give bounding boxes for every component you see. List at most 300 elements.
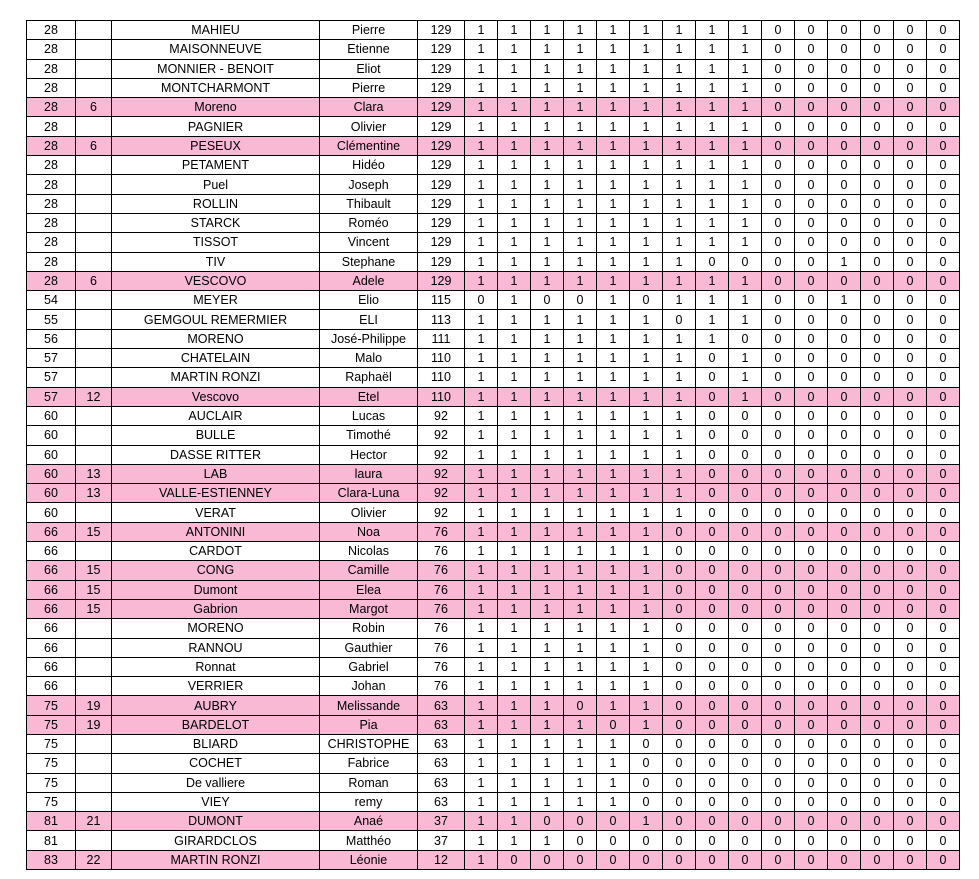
score-cell: 0 xyxy=(762,291,795,310)
points-cell: 129 xyxy=(418,117,465,136)
last-name-cell: MORENO xyxy=(112,329,320,348)
score-cell: 0 xyxy=(762,406,795,425)
score-cell: 0 xyxy=(927,40,960,59)
score-cell: 1 xyxy=(465,175,498,194)
score-cell: 1 xyxy=(465,734,498,753)
first-name-cell: Joseph xyxy=(320,175,418,194)
rank-cell: 75 xyxy=(27,773,76,792)
score-cell: 0 xyxy=(795,310,828,329)
rank-cell: 75 xyxy=(27,715,76,734)
table-body xyxy=(27,21,960,870)
score-cell: 1 xyxy=(729,136,762,155)
score-cell: 0 xyxy=(795,329,828,348)
score-cell: 0 xyxy=(795,657,828,676)
score-cell: 0 xyxy=(795,542,828,561)
score-cell: 1 xyxy=(729,310,762,329)
score-cell: 1 xyxy=(696,175,729,194)
score-cell: 1 xyxy=(564,619,597,638)
score-cell: 1 xyxy=(597,464,630,483)
score-cell: 0 xyxy=(828,349,861,368)
score-cell: 1 xyxy=(498,78,531,97)
score-cell: 0 xyxy=(729,754,762,773)
score-cell: 0 xyxy=(795,792,828,811)
last-name-cell: LAB xyxy=(112,464,320,483)
score-cell: 0 xyxy=(729,561,762,580)
score-cell: 0 xyxy=(762,580,795,599)
score-cell: 0 xyxy=(795,464,828,483)
score-cell: 1 xyxy=(630,156,663,175)
score-cell: 1 xyxy=(465,387,498,406)
score-cell: 0 xyxy=(729,850,762,869)
table-row xyxy=(27,271,960,290)
score-cell: 1 xyxy=(564,773,597,792)
score-cell: 0 xyxy=(795,21,828,40)
score-cell: 1 xyxy=(597,310,630,329)
score-cell: 1 xyxy=(564,156,597,175)
score-cell: 1 xyxy=(630,21,663,40)
score-cell: 1 xyxy=(531,734,564,753)
rank-cell: 66 xyxy=(27,542,76,561)
score-cell: 0 xyxy=(828,542,861,561)
score-cell: 0 xyxy=(828,98,861,117)
score-cell: 0 xyxy=(597,812,630,831)
score-cell: 0 xyxy=(795,696,828,715)
score-cell: 0 xyxy=(927,580,960,599)
score-cell: 1 xyxy=(465,599,498,618)
category-rank-cell: 13 xyxy=(76,464,112,483)
score-cell: 0 xyxy=(828,464,861,483)
score-cell: 0 xyxy=(795,349,828,368)
score-cell: 0 xyxy=(795,40,828,59)
score-cell: 1 xyxy=(465,580,498,599)
rank-cell: 66 xyxy=(27,599,76,618)
points-cell: 129 xyxy=(418,59,465,78)
score-cell: 0 xyxy=(762,715,795,734)
score-cell: 1 xyxy=(696,40,729,59)
table-row xyxy=(27,657,960,676)
score-cell: 1 xyxy=(531,792,564,811)
score-cell: 0 xyxy=(762,696,795,715)
rank-cell: 28 xyxy=(27,213,76,232)
score-cell: 1 xyxy=(630,233,663,252)
table-row xyxy=(27,831,960,850)
score-cell: 1 xyxy=(729,156,762,175)
score-cell: 0 xyxy=(861,638,894,657)
score-cell: 1 xyxy=(498,117,531,136)
score-cell: 0 xyxy=(696,599,729,618)
score-cell: 0 xyxy=(795,773,828,792)
score-cell: 0 xyxy=(729,734,762,753)
score-cell: 0 xyxy=(762,657,795,676)
score-cell: 1 xyxy=(531,117,564,136)
score-cell: 1 xyxy=(498,792,531,811)
score-cell: 1 xyxy=(696,98,729,117)
score-cell: 0 xyxy=(927,773,960,792)
score-cell: 1 xyxy=(597,349,630,368)
rank-cell: 75 xyxy=(27,696,76,715)
score-cell: 1 xyxy=(597,542,630,561)
score-cell: 1 xyxy=(465,657,498,676)
first-name-cell: Matthéo xyxy=(320,831,418,850)
rank-cell: 28 xyxy=(27,21,76,40)
score-cell: 0 xyxy=(861,464,894,483)
last-name-cell: VERRIER xyxy=(112,677,320,696)
score-cell: 1 xyxy=(531,59,564,78)
score-cell: 0 xyxy=(894,252,927,271)
last-name-cell: Moreno xyxy=(112,98,320,117)
rank-cell: 66 xyxy=(27,561,76,580)
table-row xyxy=(27,406,960,425)
score-cell: 0 xyxy=(630,850,663,869)
score-cell: 0 xyxy=(762,522,795,541)
score-cell: 0 xyxy=(762,812,795,831)
points-cell: 115 xyxy=(418,291,465,310)
score-cell: 1 xyxy=(630,619,663,638)
score-cell: 0 xyxy=(927,715,960,734)
score-cell: 0 xyxy=(861,310,894,329)
score-cell: 0 xyxy=(663,850,696,869)
category-rank-cell: 6 xyxy=(76,98,112,117)
score-cell: 1 xyxy=(498,349,531,368)
score-cell: 0 xyxy=(762,599,795,618)
score-cell: 1 xyxy=(465,98,498,117)
last-name-cell: DASSE RITTER xyxy=(112,445,320,464)
score-cell: 0 xyxy=(894,754,927,773)
score-cell: 1 xyxy=(630,310,663,329)
score-cell: 0 xyxy=(729,677,762,696)
score-cell: 1 xyxy=(597,213,630,232)
score-cell: 0 xyxy=(762,734,795,753)
score-cell: 0 xyxy=(531,812,564,831)
score-cell: 0 xyxy=(729,445,762,464)
score-cell: 1 xyxy=(465,484,498,503)
category-rank-cell xyxy=(76,677,112,696)
score-cell: 1 xyxy=(498,59,531,78)
score-cell: 1 xyxy=(663,252,696,271)
score-cell: 1 xyxy=(597,619,630,638)
score-cell: 0 xyxy=(927,484,960,503)
rank-cell: 66 xyxy=(27,677,76,696)
category-rank-cell: 12 xyxy=(76,387,112,406)
rank-cell: 81 xyxy=(27,831,76,850)
score-cell: 1 xyxy=(663,406,696,425)
score-cell: 0 xyxy=(795,59,828,78)
score-cell: 0 xyxy=(894,445,927,464)
score-cell: 0 xyxy=(927,445,960,464)
score-cell: 0 xyxy=(465,291,498,310)
table-row xyxy=(27,426,960,445)
score-cell: 1 xyxy=(498,233,531,252)
first-name-cell: Noa xyxy=(320,522,418,541)
score-cell: 0 xyxy=(762,21,795,40)
score-cell: 0 xyxy=(894,773,927,792)
score-cell: 0 xyxy=(828,715,861,734)
score-cell: 0 xyxy=(795,252,828,271)
score-cell: 1 xyxy=(564,503,597,522)
table-row xyxy=(27,696,960,715)
first-name-cell: Olivier xyxy=(320,503,418,522)
score-cell: 0 xyxy=(828,271,861,290)
score-cell: 0 xyxy=(828,831,861,850)
table-row xyxy=(27,194,960,213)
score-cell: 1 xyxy=(729,194,762,213)
table-row xyxy=(27,734,960,753)
score-cell: 1 xyxy=(564,715,597,734)
score-cell: 1 xyxy=(564,136,597,155)
score-cell: 0 xyxy=(696,619,729,638)
score-cell: 0 xyxy=(894,599,927,618)
score-cell: 0 xyxy=(828,387,861,406)
score-cell: 1 xyxy=(630,136,663,155)
first-name-cell: Etel xyxy=(320,387,418,406)
score-cell: 1 xyxy=(498,368,531,387)
score-cell: 1 xyxy=(597,78,630,97)
score-cell: 0 xyxy=(927,503,960,522)
score-cell: 1 xyxy=(597,657,630,676)
points-cell: 12 xyxy=(418,850,465,869)
score-cell: 0 xyxy=(861,21,894,40)
first-name-cell: Roméo xyxy=(320,213,418,232)
first-name-cell: Melissande xyxy=(320,696,418,715)
score-cell: 0 xyxy=(762,59,795,78)
score-cell: 0 xyxy=(828,484,861,503)
score-cell: 0 xyxy=(762,194,795,213)
score-cell: 1 xyxy=(531,78,564,97)
points-cell: 129 xyxy=(418,213,465,232)
score-cell: 1 xyxy=(564,445,597,464)
score-cell: 0 xyxy=(696,387,729,406)
first-name-cell: Olivier xyxy=(320,117,418,136)
score-cell: 0 xyxy=(828,503,861,522)
rank-cell: 28 xyxy=(27,252,76,271)
score-cell: 1 xyxy=(630,561,663,580)
table-row xyxy=(27,59,960,78)
rank-cell: 55 xyxy=(27,310,76,329)
score-cell: 0 xyxy=(663,561,696,580)
score-cell: 1 xyxy=(564,792,597,811)
score-cell: 0 xyxy=(696,850,729,869)
points-cell: 76 xyxy=(418,638,465,657)
score-cell: 0 xyxy=(828,657,861,676)
score-cell: 1 xyxy=(663,194,696,213)
score-cell: 0 xyxy=(729,831,762,850)
score-cell: 1 xyxy=(531,175,564,194)
score-cell: 0 xyxy=(894,98,927,117)
score-cell: 1 xyxy=(630,426,663,445)
points-cell: 129 xyxy=(418,252,465,271)
table-row xyxy=(27,677,960,696)
score-cell: 0 xyxy=(828,677,861,696)
score-cell: 0 xyxy=(861,580,894,599)
table-row xyxy=(27,40,960,59)
last-name-cell: COCHET xyxy=(112,754,320,773)
score-cell: 0 xyxy=(663,657,696,676)
score-cell: 1 xyxy=(597,638,630,657)
first-name-cell: Clara-Luna xyxy=(320,484,418,503)
score-cell: 1 xyxy=(630,445,663,464)
score-cell: 0 xyxy=(861,271,894,290)
score-cell: 0 xyxy=(861,387,894,406)
score-cell: 1 xyxy=(663,233,696,252)
score-cell: 0 xyxy=(927,387,960,406)
score-cell: 0 xyxy=(927,734,960,753)
score-cell: 0 xyxy=(762,136,795,155)
score-cell: 0 xyxy=(861,252,894,271)
score-cell: 1 xyxy=(531,484,564,503)
last-name-cell: CONG xyxy=(112,561,320,580)
score-cell: 1 xyxy=(498,599,531,618)
first-name-cell: Elea xyxy=(320,580,418,599)
rank-cell: 28 xyxy=(27,194,76,213)
score-cell: 1 xyxy=(729,291,762,310)
score-cell: 1 xyxy=(663,387,696,406)
score-cell: 0 xyxy=(927,252,960,271)
score-cell: 0 xyxy=(729,638,762,657)
first-name-cell: Pierre xyxy=(320,78,418,97)
rank-cell: 56 xyxy=(27,329,76,348)
score-cell: 0 xyxy=(795,98,828,117)
score-cell: 0 xyxy=(861,59,894,78)
score-cell: 1 xyxy=(729,213,762,232)
points-cell: 92 xyxy=(418,426,465,445)
category-rank-cell xyxy=(76,792,112,811)
score-cell: 0 xyxy=(762,233,795,252)
last-name-cell: MARTIN RONZI xyxy=(112,850,320,869)
score-cell: 1 xyxy=(531,271,564,290)
score-cell: 0 xyxy=(861,233,894,252)
score-cell: 1 xyxy=(828,291,861,310)
last-name-cell: PAGNIER xyxy=(112,117,320,136)
score-cell: 1 xyxy=(498,484,531,503)
score-cell: 1 xyxy=(465,445,498,464)
score-cell: 1 xyxy=(531,638,564,657)
points-cell: 129 xyxy=(418,98,465,117)
score-cell: 0 xyxy=(762,792,795,811)
category-rank-cell: 19 xyxy=(76,715,112,734)
score-cell: 1 xyxy=(630,368,663,387)
score-cell: 0 xyxy=(828,78,861,97)
score-cell: 1 xyxy=(597,387,630,406)
table-row xyxy=(27,522,960,541)
score-cell: 0 xyxy=(762,464,795,483)
first-name-cell: Margot xyxy=(320,599,418,618)
score-cell: 1 xyxy=(465,349,498,368)
score-cell: 1 xyxy=(531,831,564,850)
score-cell: 1 xyxy=(564,98,597,117)
score-cell: 0 xyxy=(828,426,861,445)
score-cell: 0 xyxy=(795,677,828,696)
score-cell: 1 xyxy=(564,329,597,348)
first-name-cell: Eliot xyxy=(320,59,418,78)
last-name-cell: TIV xyxy=(112,252,320,271)
last-name-cell: Vescovo xyxy=(112,387,320,406)
last-name-cell: BARDELOT xyxy=(112,715,320,734)
score-cell: 0 xyxy=(861,213,894,232)
score-cell: 0 xyxy=(828,40,861,59)
score-cell: 0 xyxy=(927,792,960,811)
score-cell: 0 xyxy=(762,329,795,348)
category-rank-cell xyxy=(76,368,112,387)
first-name-cell: Stephane xyxy=(320,252,418,271)
score-cell: 0 xyxy=(927,599,960,618)
score-cell: 0 xyxy=(696,503,729,522)
score-cell: 0 xyxy=(828,59,861,78)
score-cell: 0 xyxy=(894,271,927,290)
score-cell: 0 xyxy=(696,368,729,387)
score-cell: 1 xyxy=(564,271,597,290)
score-cell: 0 xyxy=(828,194,861,213)
score-cell: 0 xyxy=(927,638,960,657)
score-cell: 1 xyxy=(498,812,531,831)
score-cell: 1 xyxy=(597,792,630,811)
score-cell: 1 xyxy=(465,406,498,425)
last-name-cell: CHATELAIN xyxy=(112,349,320,368)
score-cell: 0 xyxy=(663,310,696,329)
score-cell: 1 xyxy=(564,657,597,676)
score-cell: 1 xyxy=(729,368,762,387)
score-cell: 0 xyxy=(795,561,828,580)
points-cell: 129 xyxy=(418,78,465,97)
table-row xyxy=(27,542,960,561)
score-cell: 0 xyxy=(927,657,960,676)
score-cell: 1 xyxy=(696,21,729,40)
last-name-cell: PESEUX xyxy=(112,136,320,155)
score-cell: 1 xyxy=(630,812,663,831)
score-cell: 1 xyxy=(531,406,564,425)
score-cell: 0 xyxy=(861,542,894,561)
score-cell: 0 xyxy=(861,78,894,97)
score-cell: 1 xyxy=(531,194,564,213)
category-rank-cell: 13 xyxy=(76,484,112,503)
score-cell: 1 xyxy=(564,78,597,97)
score-cell: 1 xyxy=(564,542,597,561)
last-name-cell: VALLE-ESTIENNEY xyxy=(112,484,320,503)
score-cell: 0 xyxy=(861,619,894,638)
rank-cell: 28 xyxy=(27,233,76,252)
table-row xyxy=(27,850,960,869)
score-cell: 1 xyxy=(663,271,696,290)
score-cell: 1 xyxy=(696,194,729,213)
score-cell: 1 xyxy=(465,522,498,541)
score-cell: 1 xyxy=(498,522,531,541)
score-cell: 1 xyxy=(531,561,564,580)
score-cell: 0 xyxy=(927,233,960,252)
score-cell: 0 xyxy=(861,715,894,734)
last-name-cell: VIEY xyxy=(112,792,320,811)
score-cell: 0 xyxy=(828,773,861,792)
results-table xyxy=(26,20,960,870)
score-cell: 0 xyxy=(729,542,762,561)
score-cell: 0 xyxy=(630,773,663,792)
score-cell: 1 xyxy=(597,21,630,40)
score-cell: 1 xyxy=(465,117,498,136)
score-cell: 1 xyxy=(630,522,663,541)
score-cell: 1 xyxy=(564,464,597,483)
points-cell: 76 xyxy=(418,677,465,696)
score-cell: 0 xyxy=(828,233,861,252)
last-name-cell: Gabrion xyxy=(112,599,320,618)
table-row xyxy=(27,136,960,155)
score-cell: 0 xyxy=(894,329,927,348)
score-cell: 0 xyxy=(663,677,696,696)
score-cell: 1 xyxy=(531,696,564,715)
score-cell: 0 xyxy=(927,426,960,445)
score-cell: 0 xyxy=(927,561,960,580)
score-cell: 1 xyxy=(597,156,630,175)
score-cell: 1 xyxy=(597,59,630,78)
score-cell: 0 xyxy=(663,580,696,599)
score-cell: 1 xyxy=(729,349,762,368)
